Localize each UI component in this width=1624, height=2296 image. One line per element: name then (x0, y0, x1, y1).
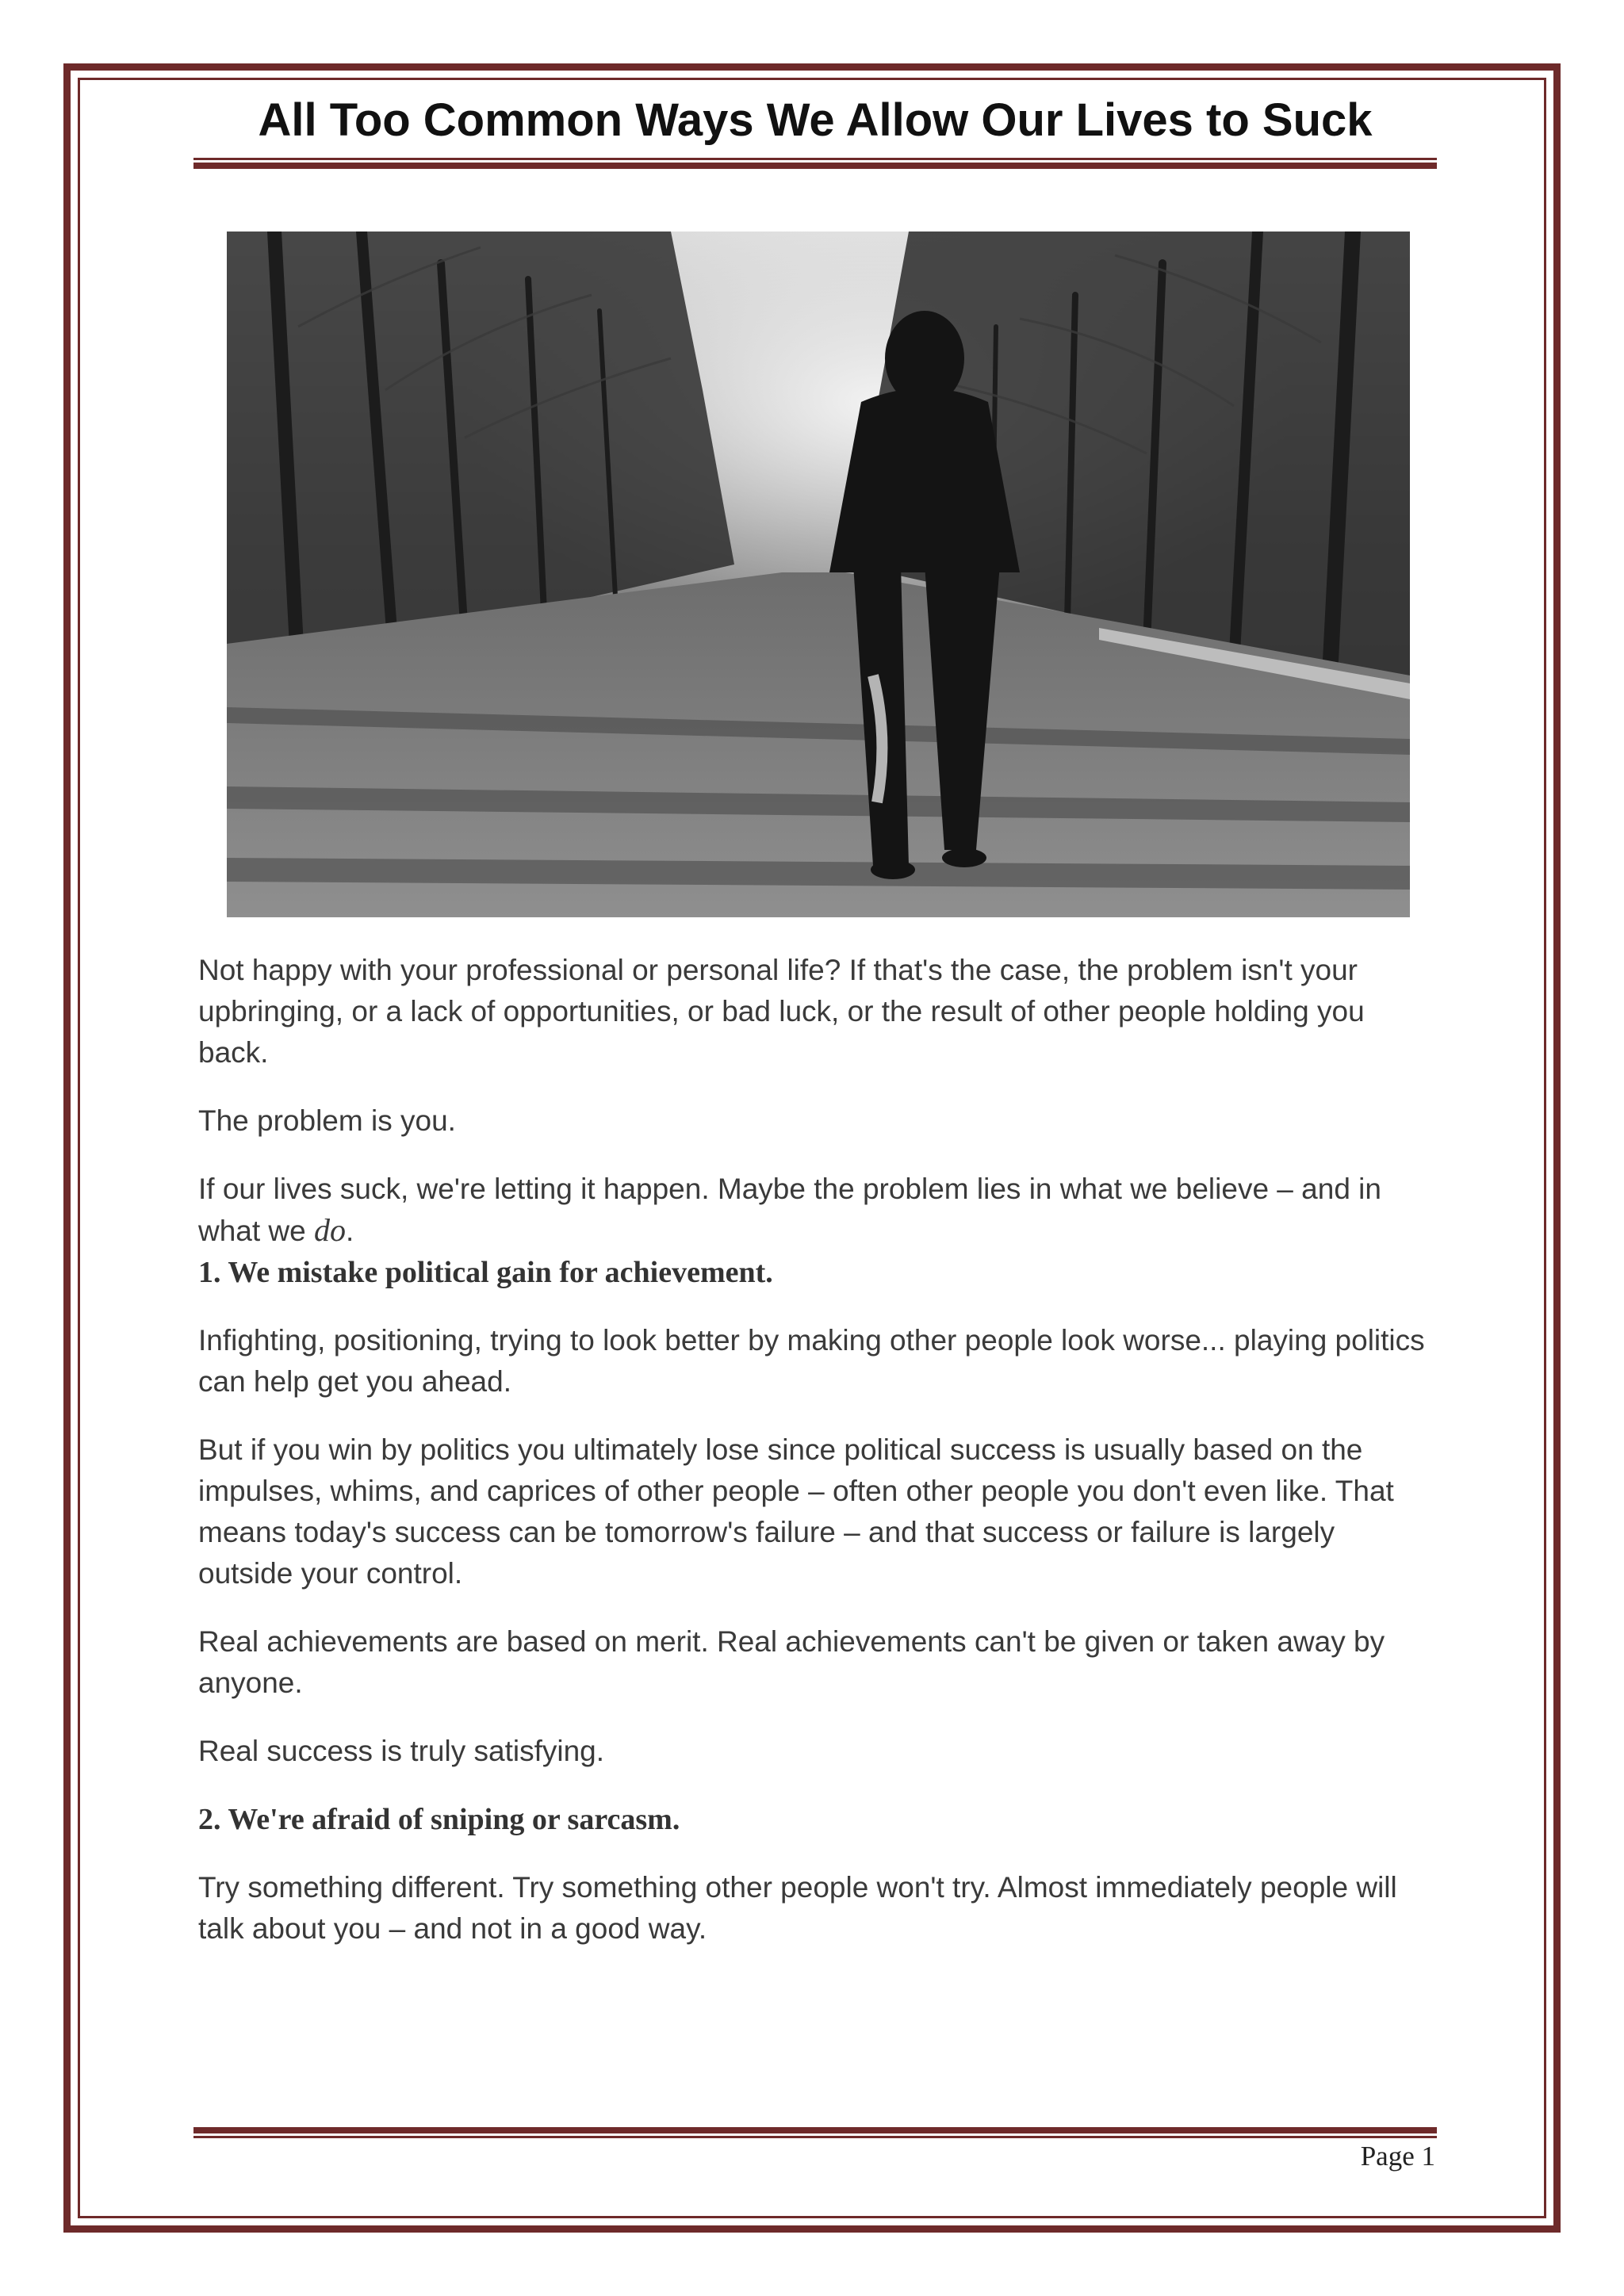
paragraph-problem: The problem is you. (198, 1104, 456, 1137)
paragraph-intro: Not happy with your professional or personal life? If that's the case, the problem isn't your upbringing, or a lack of opportunities, or bad luck, or the result of other people holding you back. (198, 954, 1365, 1069)
article-body (198, 950, 1435, 1976)
section-heading-2: 2. We're afraid of sniping or sarcasm. (198, 1803, 680, 1836)
document-title: All Too Common Ways We Allow Our Lives to Suck (258, 94, 1373, 146)
paragraph-real-success: Real success is truly satisfying. (198, 1735, 605, 1767)
title-underline (193, 155, 1437, 169)
paragraph-text: If our lives suck, we're letting it happen. Maybe the problem lies in what we believe – and in what we (198, 1173, 1381, 1247)
paragraph-politics: But if you win by politics you ultimately lose since political success is usually based on the impulses, whims, and caprices of other people – often other people you don't even like. That means today's success can be tomorrow's failure – and that success or failure is largely outside your control. (198, 1433, 1394, 1590)
paragraph-merit: Real achievements are based on merit. Real achievements can't be given or taken away by anyone. (198, 1625, 1385, 1699)
paragraph-try-different: Try something different. Try something other people won't try. Almost immediately people will talk about you – and not in a good way. (198, 1871, 1397, 1945)
emphasis-do: do (314, 1212, 347, 1248)
paragraph-letting-it-happen (198, 1169, 1435, 1252)
paragraph-period: . (346, 1215, 354, 1247)
article-photo (227, 232, 1410, 917)
page-number: Page 1 (1360, 2141, 1435, 2172)
footer-rule (193, 2127, 1437, 2138)
section-heading-1: 1. We mistake political gain for achievement. (198, 1256, 773, 1289)
paragraph-infighting: Infighting, positioning, trying to look better by making other people look worse... playing politics can help get you ahead. (198, 1324, 1425, 1398)
